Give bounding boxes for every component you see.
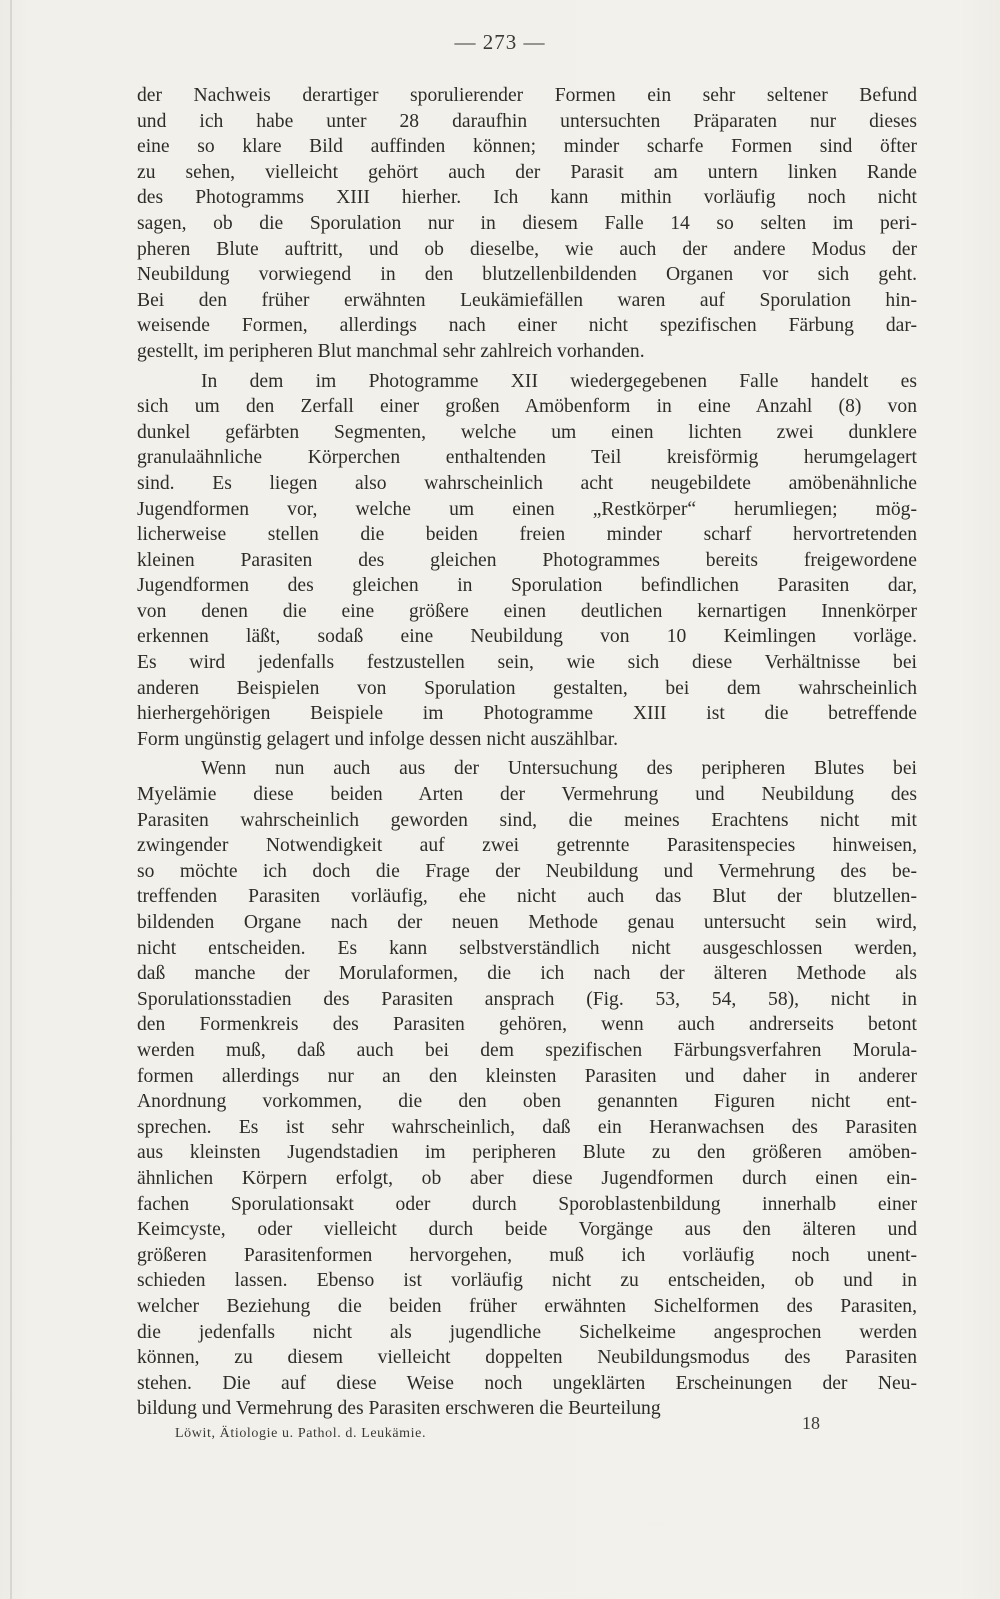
footer-running-title: Löwit, Ätiologie u. Pathol. d. Leukämie.	[175, 1426, 427, 1441]
text-line: Neubildung vorwiegend in den blutzellenbildenden Organen vor sich geht.	[137, 264, 917, 286]
text-line: treffenden Parasiten vorläufig, ehe nicht auch das Blut der blutzellen-	[137, 886, 917, 908]
text-line: welcher Beziehung die beiden früher erwähnten Sichelformen des Parasiten,	[137, 1295, 917, 1317]
text-line: der Nachweis derartiger sporulierender Formen ein sehr seltener Befund	[137, 85, 917, 106]
text-line: sprechen. Es ist sehr wahrscheinlich, daß ein Heranwachsen des Parasiten	[137, 1116, 917, 1138]
paragraph	[137, 83, 917, 365]
text-line: den Formenkreis des Parasiten gehören, wenn auch andrerseits betont	[137, 1014, 917, 1036]
text-line: gestellt, im peripheren Blut manchmal sehr zahlreich vorhanden.	[137, 340, 645, 362]
text-line: und ich habe unter 28 daraufhin untersuchten Präparaten nur dieses	[137, 110, 917, 132]
text-line: hierhergehörigen Beispiele im Photogramme XIII ist die betreffende	[137, 703, 917, 725]
text-line: Jugendformen vor, welche um einen „Restkörper“ herumliegen; mög-	[137, 498, 917, 520]
text-line: Keimcyste, oder vielleicht durch beide Vorgänge aus den älteren und	[137, 1219, 917, 1241]
text-line: stehen. Die auf diese Weise noch ungeklärten Erscheinungen der Neu-	[137, 1372, 917, 1394]
text-line: die jedenfalls nicht als jugendliche Sichelkeime angesprochen werden	[137, 1321, 917, 1343]
text-line: Bei den früher erwähnten Leukämiefällen waren auf Sporulation hin-	[137, 289, 917, 311]
text-line: größeren Parasitenformen hervorgehen, muß ich vorläufig noch unent-	[137, 1244, 917, 1266]
text-line: daß manche der Morulaformen, die ich nach der älteren Methode als	[137, 963, 917, 985]
page-number: — 273 —	[454, 30, 546, 54]
text-line: aus kleinsten Jugendstadien im peripheren Blute zu den größeren amöben-	[137, 1142, 917, 1164]
text-line: fachen Sporulationsakt oder durch Sporoblastenbildung innerhalb einer	[137, 1193, 917, 1215]
text-line: Es wird jedenfalls festzustellen sein, wie sich diese Verhältnisse bei	[137, 652, 917, 674]
body-text	[137, 83, 917, 1422]
text-line: sagen, ob die Sporulation nur in diesem Falle 14 so selten im peri-	[137, 212, 917, 234]
text-line: eine so klare Bild auffinden können; minder scharfe Formen sind öfter	[137, 136, 917, 158]
text-line: In dem im Photogramme XII wiedergegebenen Falle handelt es	[201, 370, 917, 392]
text-line: weisende Formen, allerdings nach einer nicht spezifischen Färbung dar-	[137, 315, 917, 337]
text-line: schieden lassen. Ebenso ist vorläufig nicht zu entscheiden, ob und in	[137, 1270, 917, 1292]
text-line: granulaähnliche Körperchen enthaltenden Teil kreisförmig herumgelagert	[137, 447, 917, 469]
text-line: sich um den Zerfall einer großen Amöbenform in eine Anzahl (8) von	[137, 396, 917, 418]
text-line: anderen Beispielen von Sporulation gestalten, bei dem wahrscheinlich	[137, 677, 917, 699]
paragraph	[137, 756, 917, 1421]
text-line: pheren Blute auftritt, und ob dieselbe, wie auch der andere Modus der	[137, 238, 917, 260]
text-line: dunkel gefärbten Segmenten, welche um einen lichten zwei dunklere	[137, 421, 917, 443]
text-line: des Photogramms XIII hierher. Ich kann mithin vorläufig noch nicht	[137, 187, 917, 209]
text-line: kleinen Parasiten des gleichen Photogrammes bereits freigewordene	[137, 549, 917, 571]
text-line: Form ungünstig gelagert und infolge dessen nicht auszählbar.	[137, 728, 619, 750]
text-line: können, zu diesem vielleicht doppelten Neubildungsmodus des Parasiten	[137, 1347, 917, 1369]
text-line: zwingender Notwendigkeit auf zwei getrennte Parasitenspecies hinweisen,	[137, 835, 917, 857]
text-line: ähnlichen Körpern erfolgt, ob aber diese Jugendformen durch einen ein-	[137, 1167, 917, 1189]
text-line: Myelämie diese beiden Arten der Vermehrung und Neubildung des	[137, 784, 917, 806]
text-line: bildenden Organe nach der neuen Methode genau untersucht sein wird,	[137, 912, 917, 933]
text-line: formen allerdings nur an den kleinsten Parasiten und daher in anderer	[137, 1065, 917, 1087]
text-line: bildung und Vermehrung des Parasiten erschweren die Beurteilung	[137, 1398, 661, 1420]
text-line: von denen die eine größere einen deutlichen kernartigen Innenkörper	[137, 600, 917, 622]
sheet-signature: 18	[802, 1413, 820, 1433]
text-line: licherweise stellen die beiden freien minder scharf hervortretenden	[137, 524, 917, 546]
text-line: Parasiten wahrscheinlich geworden sind, die meines Erachtens nicht mit	[137, 809, 917, 831]
text-line: erkennen läßt, sodaß eine Neubildung von 10 Keimlingen vorläge.	[137, 626, 917, 648]
text-line: Jugendformen des gleichen in Sporulation befindlichen Parasiten dar,	[137, 575, 917, 597]
text-line: nicht entscheiden. Es kann selbstverständlich nicht ausgeschlossen werden,	[137, 937, 917, 959]
text-line: Anordnung vorkommen, die den oben genannten Figuren nicht ent-	[137, 1091, 917, 1113]
text-line: Wenn nun auch aus der Untersuchung des peripheren Blutes bei	[201, 758, 917, 780]
paragraph	[137, 369, 917, 753]
page-gutter-edge	[10, 0, 12, 1599]
text-line: werden muß, daß auch bei dem spezifischen Färbungsverfahren Morula-	[137, 1039, 917, 1061]
text-line: so möchte ich doch die Frage der Neubildung und Vermehrung des be-	[137, 860, 917, 882]
text-line: zu sehen, vielleicht gehört auch der Parasit am untern linken Rande	[137, 161, 917, 183]
text-line: sind. Es liegen also wahrscheinlich acht neugebildete amöbenähnliche	[137, 472, 917, 494]
text-line: Sporulationsstadien des Parasiten ansprach (Fig. 53, 54, 58), nicht in	[137, 988, 917, 1010]
